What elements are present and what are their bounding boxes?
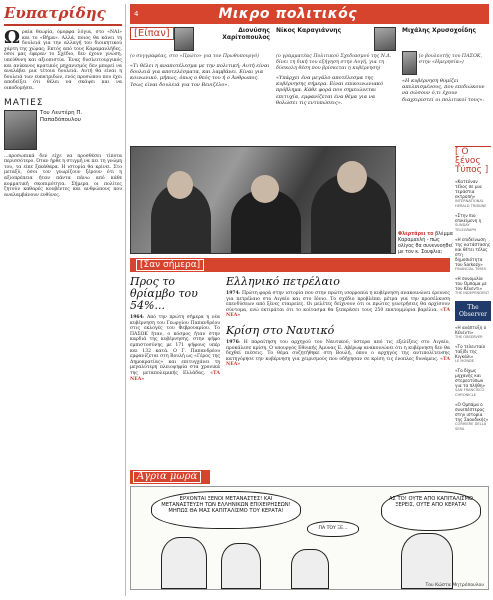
quotes-row	[130, 27, 489, 142]
article-body	[226, 340, 450, 368]
article-year: 1974	[226, 291, 239, 296]
today-section-bar	[130, 258, 450, 272]
left-article-body-1	[4, 27, 122, 92]
quote-block-2	[276, 27, 396, 142]
press-item-text: «Το δίχως μηχανής και στερεοτύπων για τα πλήθη»	[455, 368, 486, 388]
quote-body-2: «Υπάρχει ένα μεγάλο αποτέλεσμα της κυβέρνησης σήμερα. Είναι επικοινωνιακό πρόβλημα. Κάθε φορά που σημειώνεται επιτυχία, εμφανίζεται ένα θέμα για να θολώσει τις εντυπώσεις».	[276, 75, 384, 106]
photo-head-1	[167, 171, 193, 199]
press-item-text: «Η επιδείνωση της κατάστασης και θέτει τέλος στη δημοσιότητα του Sarkozy»	[455, 237, 491, 267]
author-box	[4, 110, 122, 150]
article-text: : Από την πρώτη σήμερα η νέα κυβέρνηση του Γεωργίου Παπανδρέου στις εκλογές του Φεβρουαρίου. Το ΠΑΣΟΚ ήταν, ο κόσμος ήταν στην καρδιά της κυβέρνησης, στην ψήφο εμπιστοσύνης με 171 ψήφους υπέρ και 132 κατά. Ο Γ. Παπανδρέου εμφανίζεται στη Βουλή ως «Γέρος της Δημοκρατίας» και επιτυγχάνει τη μεγαλύτερη πλειοψηφία στα χρονικά της μεταπολεμικής Ελλάδας.	[130, 315, 220, 376]
press-item	[455, 325, 491, 340]
quote-intro-3: (ο βουλευτής του ΠΑΣΟΚ, στην «Ημερησία»)	[418, 54, 482, 65]
cartoon-section-label: Άγρια μωρά	[133, 471, 201, 483]
press-item	[455, 402, 491, 432]
photo-head-3	[337, 161, 367, 193]
section-header	[130, 4, 489, 24]
article-source: «ΤΑ ΝΕΑ»	[130, 370, 220, 382]
quote-intro-1: (ο συγγραφέας, στο «Πρώτο» για τον Πρωθυπουργό)	[130, 54, 259, 59]
main-photo	[130, 146, 396, 254]
press-item	[455, 213, 491, 233]
quote-intro-2: (ο γραμματέας Πολιτικού Σχεδιασμού της Ν.Δ. δίνει τη δική του εξήγηση στην Αυγή, για τη δύσκολη θέση που βρίσκεται η κυβέρνηση)	[276, 54, 392, 71]
speaker-photo-3	[402, 51, 417, 75]
cartoon-credit: Του Κώστα Μητρόπουλου	[425, 583, 484, 588]
section-title: Μικρο πολιτικός	[218, 6, 358, 22]
press-item-source: SUNDAY TELEGRAPH	[455, 223, 477, 232]
cartoon	[130, 486, 489, 590]
cartoon-figure-1	[161, 537, 207, 589]
column-label: ΜΑΤΙΕΣ	[4, 97, 44, 108]
press-item-source: SAN FRANCISCO CHRONICLE	[455, 388, 485, 397]
photo-caption-highlight: Φλερτάρει το	[398, 232, 434, 237]
press-item	[455, 276, 491, 296]
article-body	[226, 291, 450, 319]
press-item-text: «Η συνομιλία του Ομπάμα με τον Κένεντι»	[455, 276, 487, 291]
observer-logo: The Observer	[455, 301, 491, 321]
article-body	[130, 315, 220, 382]
author-name: Του Λευτέρη Π. Παπαδόπουλου	[39, 109, 83, 123]
history-article-1964	[130, 276, 220, 466]
history-articles-right	[226, 276, 450, 466]
press-item-text: «Το τελευταίο ταξίδι της Κιγκάλι»	[455, 344, 486, 359]
press-item	[455, 237, 491, 272]
cartoon-figure-3	[291, 549, 329, 589]
press-item-source: THE INDEPENDENT	[455, 291, 490, 295]
photo-caption	[398, 232, 454, 256]
quote-body-1: «Τι θέλει η αναποτέλεσμα με την πολιτική; Αυτή είναι δουλειά για αποτελέσματα, και λαμβάνει. Είναι για κοινωνικό, μήπως, όπως ο θεός του ή ο Άνθρωπος. Ίσως είναι δουλειά για τον Βενιζέλο».	[130, 63, 270, 88]
left-article-title: Ευπατρίδης	[4, 4, 122, 26]
column-divider	[125, 4, 126, 596]
article-year: 1964	[130, 315, 143, 320]
press-item	[455, 344, 491, 364]
press-item	[455, 368, 491, 398]
article-title: Κρίση στο Ναυτικό	[226, 323, 335, 337]
article-source: «ΤΑ ΝΕΑ»	[226, 356, 450, 368]
press-item	[455, 179, 491, 209]
author-photo	[4, 110, 37, 150]
left-column-article	[4, 4, 122, 596]
quote-block-3	[402, 27, 489, 142]
left-article-text-1: ραία θεωρία, όμορφα λόγια, στο «ΝΑΙ» και το «Βήμα». Αλλά, ποιος θα κάνει τη δουλειά για την αλλαγή του διοικητικού χάρτη της χώρας; Εκτός από τους Καραμανλήδες, όσοι μας έφεραν το Σχέδιο, δεν έχουν γνώση, υπεύθυνη και αξιοπιστία. Ένας δυσλειτουργικός και ανίκανος κρατικός μηχανισμός δεν μπορεί να αναλάβει μια τέτοια δουλειά. Αυτή θα είναι η δουλειά των ευπατριδών, ενός προσώπου που έχει αποδείξει ότι θέλει να σκάψει και να οικοδομήσει.	[4, 30, 122, 91]
press-item-text: «Κατεύναν τέλος σε μια τεράστια εκτροπή»	[455, 179, 482, 199]
speech-bubble-3: ΠΑ ΤΟΥ ΞΕ...	[307, 521, 359, 537]
article-source: «ΤΑ ΝΕΑ»	[226, 307, 450, 319]
quotes-badge: [Είπαν]	[130, 27, 174, 40]
speaker-name-1: Διονύσης Χαρίτοπουλος	[222, 27, 270, 41]
article-text: : Πρώτη φορά στην ιστορία που στην πρώτη ισορροπία η κυβέρνηση ανακοινώνει έρευνες για πετρέλαιο στο Αιγαίο και στο Ιόνιο. Το σχέδιο προβλέπει μέτρα για την προσέλκυση επενδύσεων από ξένες εταιρείες. Οι μελέτες δείχνουν ότι οι πρώτες γεωτρήσεις θα αρχίσουν σύντομα, ενώ εκτιμάται ότι το κοίτασμα θα ξεπεράσει τους 250 εκατομμύρια βαρέλια.	[226, 291, 450, 313]
photo-head-2	[251, 175, 279, 203]
article-title: Προς το θρίαμβο του 54%...	[130, 276, 198, 312]
speaker-name-2: Νίκος Καραγιάννης	[276, 27, 342, 34]
today-section-label: [Σαν σήμερα]	[136, 259, 204, 271]
foreign-press-title: [ Ο ξένος Τύπος ]	[455, 146, 491, 175]
press-item-source: INTERNATIONAL HERALD TRIBUNE	[455, 199, 487, 208]
press-item-text: «Ο Ομπάμα ο συνεπέστερος στην ιστορία της Σαουδικής»	[455, 402, 489, 422]
speaker-photo-1	[174, 27, 195, 51]
press-item-source: THE OBSERVER	[455, 335, 483, 339]
press-item-source: LE MONDE	[455, 359, 475, 363]
photo-caption-text: βλέμμα Καραμανλή - πώς ολίγος θα συνεννοηθεί με τον κ. Σουφλια;	[398, 232, 453, 255]
press-item-source: CORRIERE DELLA SERA	[455, 422, 487, 431]
quote-block-1	[130, 27, 270, 142]
press-item-text: «Η ανάπτυξη ο Κένεντι»	[455, 325, 487, 335]
article-text: : Η παραίτηση του αρχηγού του Ναυτικού, ύστερα από τις εξελίξεις στο Αιγαίο, προκάλεσε κρίση. Ο υπουργός Εθνικής Άμυνας Ε. Αβέρωφ ανακοινώνει ότι η κυβέρνηση δεν θα δεχθεί πιέσεις. Το θέμα συζητήθηκε στη Βουλή, όπου ο αρχηγός της αντιπολίτευσης κατηγόρησε την κυβέρνηση για χειρισμούς που οδήγησαν σε κρίση τις ένοπλες δυνάμεις.	[226, 339, 450, 362]
article-title: Ελληνικό πετρέλαιο	[226, 276, 340, 288]
cartoon-section-bar	[130, 470, 210, 484]
left-article-text-2: ...προσωπικά δεν είχε να προσθέσει τίποτα περισσότερο. Όταν ήρθε η στιγμή να πει τη γνώμη του, τα είπε ξεκάθαρα. Η ιστορία θα κρίνει. Στο μεταξύ, όσοι τον γνωρίζουν ξέρουν ότι η αξιοπρέπεια ήταν πάντα πάνω από κάθε κομματική σκοπιμότητα. Σήμερα οι πολίτες ζητούν καθαρές κουβέντες και ανθρώπους που αναλαμβάνουν ευθύνες.	[4, 153, 122, 198]
article-year: 1976	[226, 339, 239, 345]
speech-bubble-2: ΑΣ ΤΟ! ΟΥΤΕ ΑΠΟ ΚΑΠΙΤΑΛΙΣΜΟ ΞΕΡΕΙΣ, ΟΥΤΕ ΑΠΟ ΚΕΡΑΤΑ!	[381, 491, 481, 531]
cartoon-figure-4	[401, 533, 453, 589]
dropcap: Ω	[4, 27, 21, 48]
press-item-text: «Στην πιο επικείμενη η	[455, 213, 482, 223]
speaker-name-3: Μιχάλης Χρυσοχοΐδης	[402, 27, 477, 34]
page-number: 4	[134, 10, 139, 18]
speech-bubble-1: ΕΡΧΟΝΤΑΙ ΞΕΝΟΙ ΜΕΤΑΝΑΣΤΕΣ! ΚΑΙ ΜΕΤΑΝΑΣΤΕΥΣΗ ΤΩΝ ΕΛΛΗΝΙΚΩΝ ΕΠΙΧΕΙΡΗΣΕΩΝ! ΜΗΠΩΣ ΘΑ ΜΑΣ ΚΑΠΙΤΑΛΙΣΜΟ ΤΟΥ ΚΕΡΑΤΑ!	[151, 491, 301, 529]
press-item-source: FINANCIAL TIMES	[455, 267, 487, 271]
quote-body-3: «Η κυβέρνηση θυμίζει απελπισμένους, που επιδιώκουν να σώσουν ό,τι έχουν διαχειριστεί οι πολιτικοί τους».	[402, 78, 485, 103]
speaker-photo-2	[374, 27, 396, 51]
cartoon-figure-2	[221, 543, 261, 589]
